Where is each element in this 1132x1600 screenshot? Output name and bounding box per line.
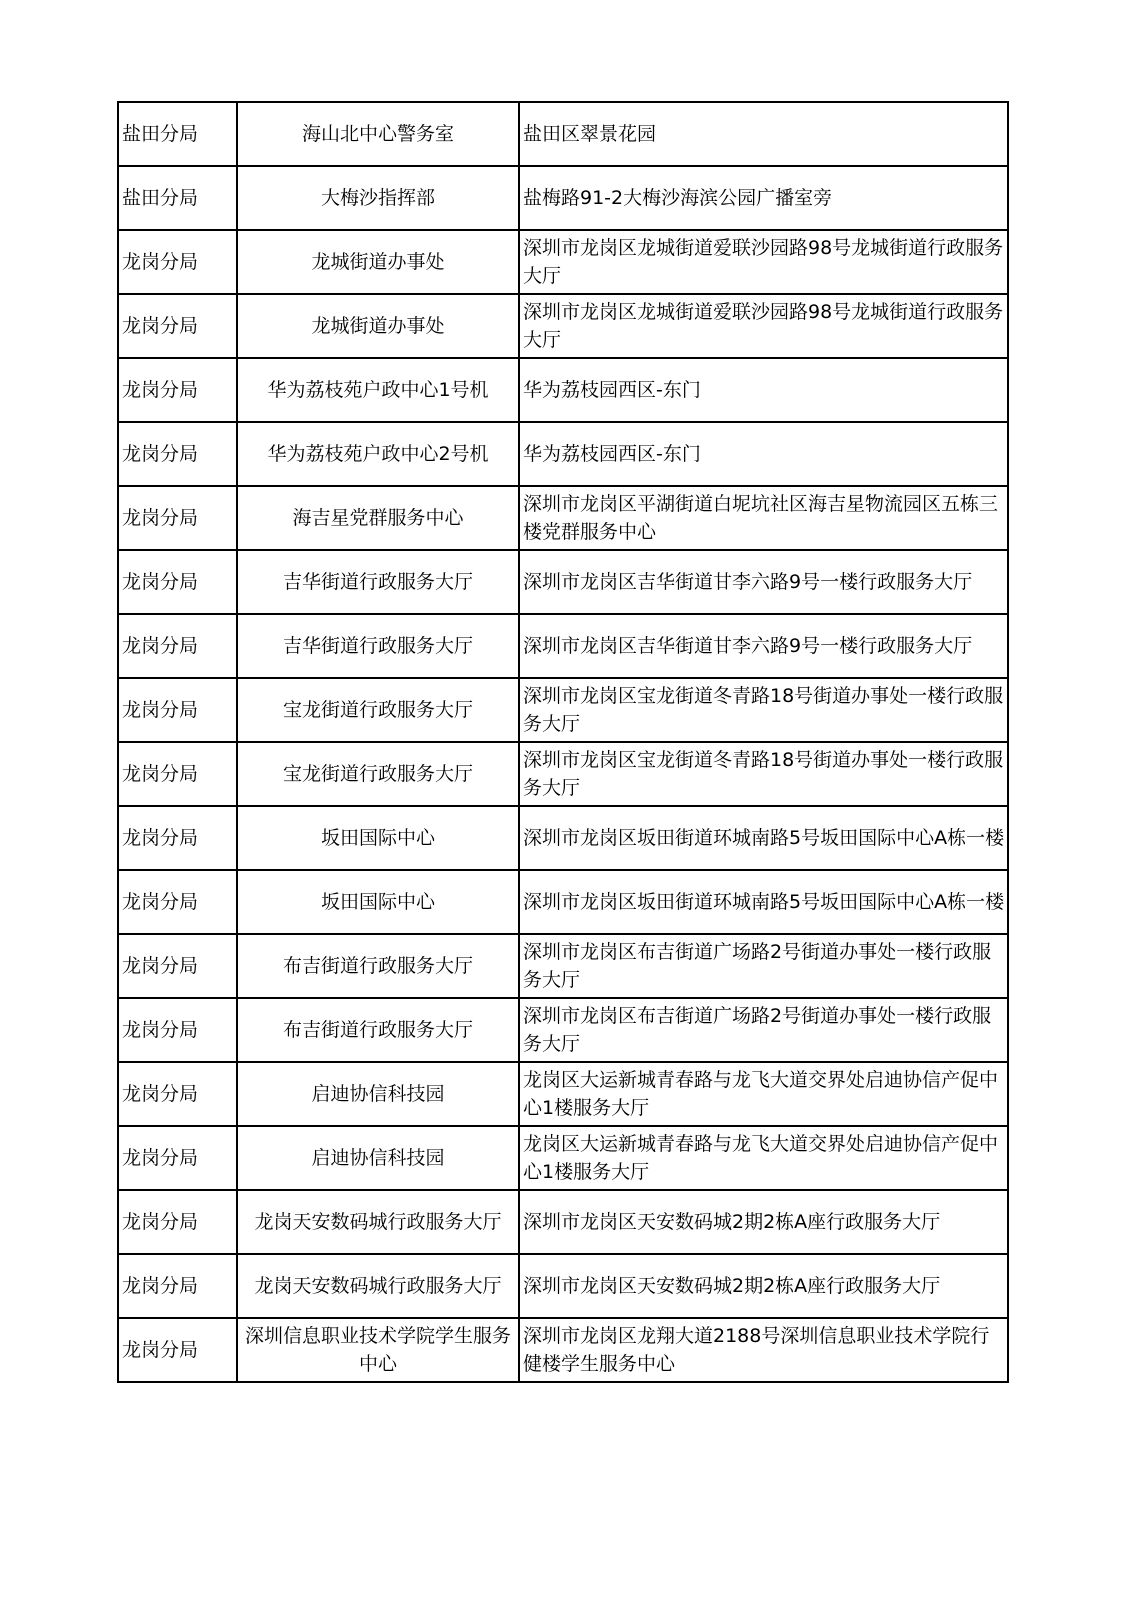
site-name-cell: 布吉街道行政服务大厅 — [237, 934, 519, 998]
site-name-cell: 深圳信息职业技术学院学生服务中心 — [237, 1318, 519, 1382]
service-location-table — [117, 101, 1009, 1383]
branch-cell: 龙岗分局 — [118, 294, 237, 358]
table-row — [118, 1062, 1008, 1126]
branch-cell: 龙岗分局 — [118, 742, 237, 806]
table-row — [118, 230, 1008, 294]
table-row — [118, 1190, 1008, 1254]
table-body — [118, 102, 1008, 1382]
address-cell: 深圳市龙岗区宝龙街道冬青路18号街道办事处一楼行政服务大厅 — [519, 742, 1008, 806]
address-cell: 深圳市龙岗区布吉街道广场路2号街道办事处一楼行政服务大厅 — [519, 998, 1008, 1062]
table-row — [118, 614, 1008, 678]
site-name-cell: 海吉星党群服务中心 — [237, 486, 519, 550]
branch-cell: 龙岗分局 — [118, 806, 237, 870]
branch-cell: 龙岗分局 — [118, 870, 237, 934]
site-name-cell: 坂田国际中心 — [237, 870, 519, 934]
branch-cell: 龙岗分局 — [118, 934, 237, 998]
table-row — [118, 486, 1008, 550]
table-row — [118, 742, 1008, 806]
address-cell: 深圳市龙岗区龙城街道爱联沙园路98号龙城街道行政服务大厅 — [519, 230, 1008, 294]
address-cell: 盐梅路91-2大梅沙海滨公园广播室旁 — [519, 166, 1008, 230]
address-cell: 深圳市龙岗区吉华街道甘李六路9号一楼行政服务大厅 — [519, 550, 1008, 614]
address-cell: 盐田区翠景花园 — [519, 102, 1008, 166]
address-cell: 龙岗区大运新城青春路与龙飞大道交界处启迪协信产促中心1楼服务大厅 — [519, 1062, 1008, 1126]
site-name-cell: 华为荔枝苑户政中心1号机 — [237, 358, 519, 422]
site-name-cell: 大梅沙指挥部 — [237, 166, 519, 230]
site-name-cell: 坂田国际中心 — [237, 806, 519, 870]
table-row — [118, 870, 1008, 934]
site-name-cell: 布吉街道行政服务大厅 — [237, 998, 519, 1062]
table-row — [118, 166, 1008, 230]
site-name-cell: 宝龙街道行政服务大厅 — [237, 678, 519, 742]
table-row — [118, 678, 1008, 742]
address-cell: 深圳市龙岗区天安数码城2期2栋A座行政服务大厅 — [519, 1190, 1008, 1254]
branch-cell: 龙岗分局 — [118, 358, 237, 422]
address-cell: 深圳市龙岗区吉华街道甘李六路9号一楼行政服务大厅 — [519, 614, 1008, 678]
branch-cell: 龙岗分局 — [118, 1126, 237, 1190]
address-cell: 华为荔枝园西区-东门 — [519, 358, 1008, 422]
address-cell: 深圳市龙岗区宝龙街道冬青路18号街道办事处一楼行政服务大厅 — [519, 678, 1008, 742]
table-row — [118, 806, 1008, 870]
table-row — [118, 934, 1008, 998]
site-name-cell: 龙城街道办事处 — [237, 230, 519, 294]
table-row — [118, 1126, 1008, 1190]
address-cell: 深圳市龙岗区坂田街道环城南路5号坂田国际中心A栋一楼 — [519, 806, 1008, 870]
table-row — [118, 1254, 1008, 1318]
branch-cell: 龙岗分局 — [118, 1254, 237, 1318]
site-name-cell: 海山北中心警务室 — [237, 102, 519, 166]
table-row — [118, 1318, 1008, 1382]
table-row — [118, 358, 1008, 422]
site-name-cell: 龙岗天安数码城行政服务大厅 — [237, 1254, 519, 1318]
address-cell: 深圳市龙岗区布吉街道广场路2号街道办事处一楼行政服务大厅 — [519, 934, 1008, 998]
address-cell: 深圳市龙岗区天安数码城2期2栋A座行政服务大厅 — [519, 1254, 1008, 1318]
site-name-cell: 龙城街道办事处 — [237, 294, 519, 358]
table-row — [118, 422, 1008, 486]
branch-cell: 龙岗分局 — [118, 486, 237, 550]
branch-cell: 龙岗分局 — [118, 550, 237, 614]
branch-cell: 龙岗分局 — [118, 230, 237, 294]
table-row — [118, 998, 1008, 1062]
branch-cell: 龙岗分局 — [118, 998, 237, 1062]
address-cell: 深圳市龙岗区龙翔大道2188号深圳信息职业技术学院行健楼学生服务中心 — [519, 1318, 1008, 1382]
site-name-cell: 启迪协信科技园 — [237, 1126, 519, 1190]
site-name-cell: 宝龙街道行政服务大厅 — [237, 742, 519, 806]
address-cell: 龙岗区大运新城青春路与龙飞大道交界处启迪协信产促中心1楼服务大厅 — [519, 1126, 1008, 1190]
branch-cell: 龙岗分局 — [118, 1062, 237, 1126]
site-name-cell: 华为荔枝苑户政中心2号机 — [237, 422, 519, 486]
address-cell: 华为荔枝园西区-东门 — [519, 422, 1008, 486]
branch-cell: 龙岗分局 — [118, 1318, 237, 1382]
branch-cell: 龙岗分局 — [118, 1190, 237, 1254]
address-cell: 深圳市龙岗区龙城街道爱联沙园路98号龙城街道行政服务大厅 — [519, 294, 1008, 358]
branch-cell: 盐田分局 — [118, 102, 237, 166]
branch-cell: 盐田分局 — [118, 166, 237, 230]
address-cell: 深圳市龙岗区平湖街道白坭坑社区海吉星物流园区五栋三楼党群服务中心 — [519, 486, 1008, 550]
address-cell: 深圳市龙岗区坂田街道环城南路5号坂田国际中心A栋一楼 — [519, 870, 1008, 934]
table-row — [118, 102, 1008, 166]
branch-cell: 龙岗分局 — [118, 614, 237, 678]
site-name-cell: 启迪协信科技园 — [237, 1062, 519, 1126]
branch-cell: 龙岗分局 — [118, 422, 237, 486]
table-row — [118, 550, 1008, 614]
site-name-cell: 吉华街道行政服务大厅 — [237, 614, 519, 678]
branch-cell: 龙岗分局 — [118, 678, 237, 742]
table-row — [118, 294, 1008, 358]
site-name-cell: 龙岗天安数码城行政服务大厅 — [237, 1190, 519, 1254]
site-name-cell: 吉华街道行政服务大厅 — [237, 550, 519, 614]
